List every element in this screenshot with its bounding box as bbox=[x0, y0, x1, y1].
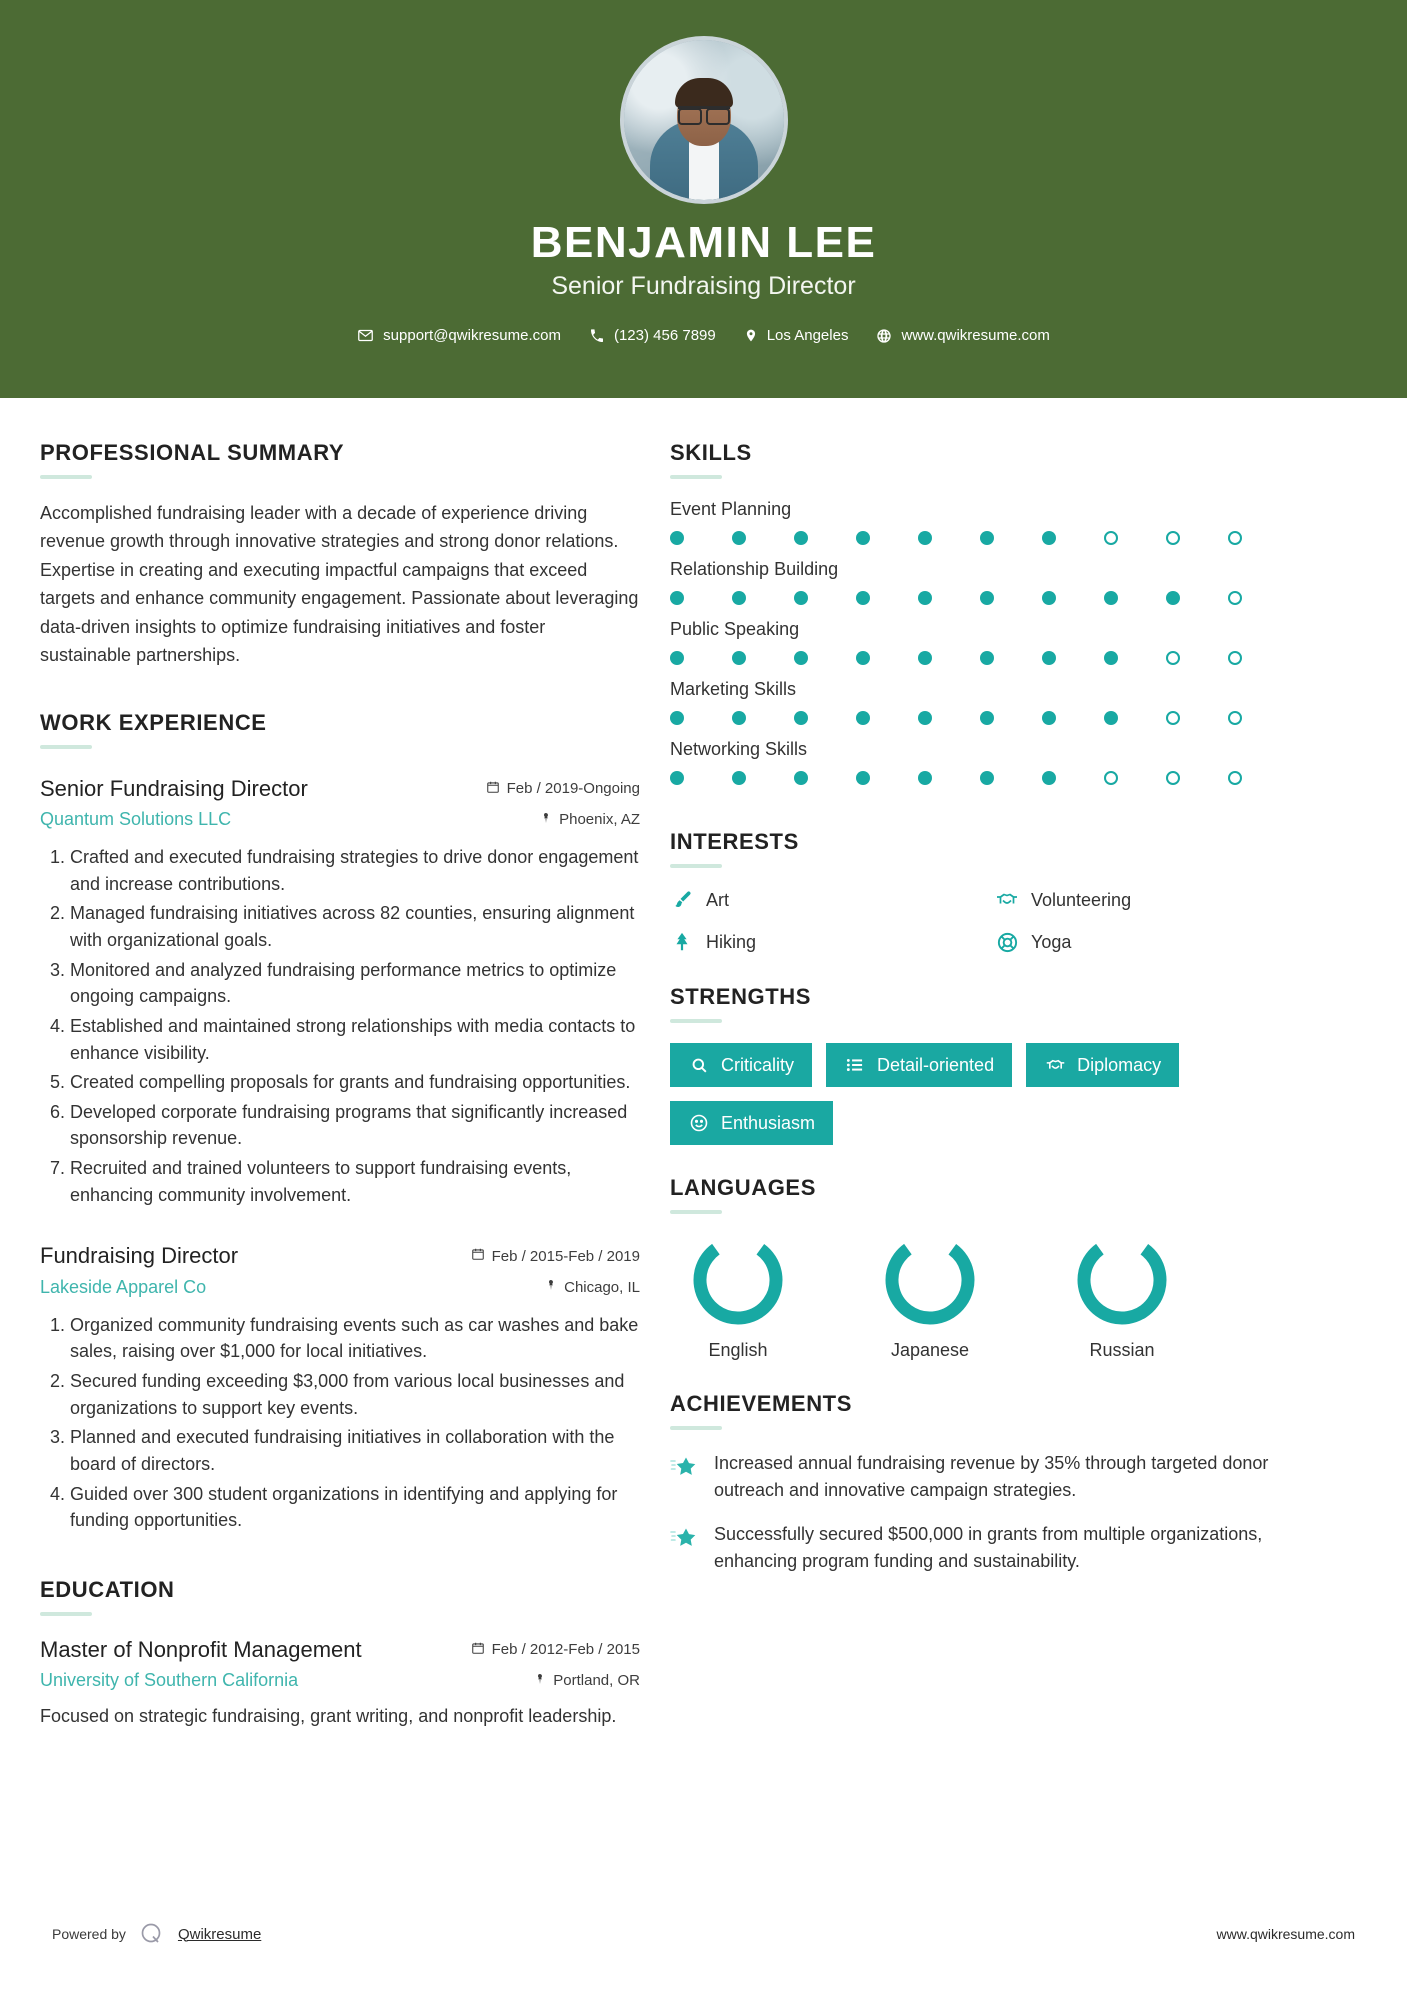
entry-date-text: Feb / 2019-Ongoing bbox=[506, 780, 640, 798]
section-heading-work: WORK EXPERIENCE bbox=[40, 709, 267, 735]
entry-header bbox=[40, 775, 640, 831]
strength-chip-criticality bbox=[670, 1043, 812, 1087]
rating-dot-filled bbox=[918, 531, 932, 545]
skill-label: Relationship Building bbox=[670, 559, 839, 579]
avatar bbox=[620, 36, 788, 204]
powered-by-label: Powered by bbox=[52, 1926, 126, 1942]
rating-dot-filled bbox=[856, 711, 870, 725]
rating-dot-empty bbox=[1166, 651, 1180, 665]
skill-label: Networking Skills bbox=[670, 739, 808, 759]
skill-row bbox=[670, 499, 1310, 545]
section-heading-interests: INTERESTS bbox=[670, 829, 799, 854]
rating-dot-filled bbox=[856, 591, 870, 605]
experience-entry bbox=[40, 1242, 640, 1534]
contact-website[interactable] bbox=[862, 327, 1063, 344]
entry-location bbox=[430, 1278, 640, 1296]
bullet-item: 3. Planned and executed fundraising initiatives in collaboration with the board of directors. bbox=[70, 1424, 640, 1477]
calendar-icon bbox=[471, 1641, 485, 1659]
contact-location-text: Los Angeles bbox=[766, 327, 849, 344]
entry-meta bbox=[430, 1242, 640, 1296]
contact-phone[interactable] bbox=[575, 327, 730, 344]
section-strengths bbox=[670, 984, 1310, 1145]
section-rule bbox=[670, 1019, 722, 1023]
bullet-item: 2. Managed fundraising initiatives across 82 counties, ensuring alignment with organizational goals. bbox=[70, 900, 640, 953]
bullet-item: 6. Developed corporate fundraising programs that significantly increased sponsorship revenue. bbox=[70, 1099, 640, 1152]
rating-dot-filled bbox=[980, 531, 994, 545]
section-rule bbox=[670, 475, 722, 479]
section-heading-languages: LANGUAGES bbox=[670, 1175, 816, 1200]
section-heading-strengths: STRENGTHS bbox=[670, 984, 812, 1009]
education-entry bbox=[40, 1636, 640, 1731]
entry-identity bbox=[40, 1636, 362, 1692]
entry-organization: Quantum Solutions LLC bbox=[40, 809, 232, 830]
section-rule bbox=[40, 745, 92, 749]
handshake-icon bbox=[995, 888, 1019, 912]
education-description: Focused on strategic fundraising, grant writing, and nonprofit leadership. bbox=[40, 1706, 617, 1727]
section-rule bbox=[670, 1426, 722, 1430]
rating-dot-filled bbox=[670, 771, 684, 785]
bullet-item: 1. Crafted and executed fundraising strategies to drive donor engagement and increase contributions. bbox=[70, 844, 640, 897]
experience-entry bbox=[40, 775, 640, 1209]
skill-rating bbox=[670, 651, 1310, 665]
spacer bbox=[40, 670, 640, 710]
bullet-item: 5. Created compelling proposals for grants and fundraising opportunities. bbox=[70, 1069, 640, 1096]
skill-row bbox=[670, 619, 1310, 665]
entry-header bbox=[40, 1242, 640, 1298]
lifebuoy-icon bbox=[995, 930, 1019, 954]
skill-rating bbox=[670, 711, 1310, 725]
interest-label: Art bbox=[706, 889, 730, 910]
star-icon bbox=[670, 1453, 698, 1481]
entry-location-text: Portland, OR bbox=[553, 1672, 640, 1690]
rating-dot-filled bbox=[732, 651, 746, 665]
rating-dot-filled bbox=[732, 531, 746, 545]
strength-chip-detail-oriented bbox=[826, 1043, 1012, 1087]
entry-title: Master of Nonprofit Management bbox=[40, 1636, 362, 1662]
map-pin-icon bbox=[545, 1278, 557, 1296]
strength-label: Diplomacy bbox=[1077, 1054, 1162, 1075]
language-label: Japanese bbox=[890, 1340, 970, 1360]
avatar-glasses bbox=[678, 106, 730, 120]
bullet-item: 2. Secured funding exceeding $3,000 from various local businesses and organizations to support key events. bbox=[70, 1368, 640, 1421]
rating-dot-filled bbox=[1166, 591, 1180, 605]
right-column bbox=[670, 440, 1310, 1730]
spacer bbox=[670, 799, 1310, 829]
entry-location bbox=[430, 1672, 640, 1690]
section-heading-education: EDUCATION bbox=[40, 1576, 175, 1602]
bullet-item: 3. Monitored and analyzed fundraising performance metrics to optimize ongoing campaigns. bbox=[70, 957, 640, 1010]
interest-label: Volunteering bbox=[1031, 889, 1132, 910]
rating-dot-filled bbox=[732, 711, 746, 725]
rating-dot-filled bbox=[1104, 651, 1118, 665]
rating-dot-filled bbox=[980, 711, 994, 725]
section-rule bbox=[40, 475, 92, 479]
spacer bbox=[670, 954, 1310, 984]
rating-dot-filled bbox=[1042, 711, 1056, 725]
interest-item-hiking bbox=[670, 930, 985, 954]
language-label: Russian bbox=[1089, 1340, 1155, 1360]
list-icon bbox=[844, 1054, 866, 1076]
bullet-item: 1. Organized community fundraising events such as car washes and bake sales, raising over $1,000 for local initiatives. bbox=[70, 1312, 640, 1365]
skill-row bbox=[670, 559, 1310, 605]
avatar-shirt bbox=[689, 136, 719, 204]
entry-date-text: Feb / 2012-Feb / 2015 bbox=[491, 1641, 640, 1659]
strength-chip-enthusiasm bbox=[670, 1101, 833, 1145]
entry-location-text: Chicago, IL bbox=[564, 1278, 640, 1296]
rating-dot-empty bbox=[1228, 651, 1242, 665]
rating-dot-empty bbox=[1166, 711, 1180, 725]
entry-organization: Lakeside Apparel Co bbox=[40, 1276, 207, 1297]
interest-item-art bbox=[670, 888, 985, 912]
strength-chip-diplomacy bbox=[1026, 1043, 1179, 1087]
location-pin-icon bbox=[744, 327, 758, 344]
spacer bbox=[670, 1361, 1310, 1391]
strength-label: Detail-oriented bbox=[877, 1054, 995, 1075]
interest-item-yoga bbox=[995, 930, 1310, 954]
language-item bbox=[1054, 1234, 1190, 1361]
summary-text: Accomplished fundraising leader with a decade of experience driving revenue growth through innovative strategies and strong donor relations. Expertise in creating and executing impactful campaigns that exceed targets and enhance community engagement. Passionate about leveraging data-driven insights to optimize fundraising initiatives and foster sustainable partnerships. bbox=[40, 503, 639, 666]
achievement-item bbox=[670, 1450, 1310, 1503]
language-progress-ring bbox=[1076, 1234, 1168, 1326]
rating-dot-filled bbox=[670, 711, 684, 725]
rating-dot-filled bbox=[794, 711, 808, 725]
rating-dot-empty bbox=[1104, 771, 1118, 785]
magnifier-icon bbox=[688, 1054, 710, 1076]
footer bbox=[0, 1878, 1407, 1990]
achievement-text: Increased annual fundraising revenue by 35% through targeted donor outreach and innovative campaign strategies. bbox=[714, 1453, 1269, 1500]
qwikresume-logo-icon bbox=[139, 1921, 165, 1947]
rating-dot-filled bbox=[980, 771, 994, 785]
interest-item-volunteering bbox=[995, 888, 1310, 912]
contact-bar bbox=[343, 327, 1064, 344]
rating-dot-filled bbox=[732, 591, 746, 605]
interest-label: Yoga bbox=[1031, 931, 1072, 952]
rating-dot-filled bbox=[1042, 651, 1056, 665]
section-heading-summary: PROFESSIONAL SUMMARY bbox=[40, 440, 345, 465]
rating-dot-filled bbox=[918, 771, 932, 785]
job-title: Senior Fundraising Director bbox=[551, 272, 856, 300]
star-icon bbox=[670, 1524, 698, 1552]
language-item bbox=[862, 1234, 998, 1361]
rating-dot-empty bbox=[1228, 771, 1242, 785]
rating-dot-filled bbox=[918, 591, 932, 605]
section-interests bbox=[670, 829, 1310, 954]
section-heading-skills: SKILLS bbox=[670, 440, 752, 465]
skill-row bbox=[670, 679, 1310, 725]
rating-dot-empty bbox=[1166, 531, 1180, 545]
entry-location bbox=[430, 811, 640, 829]
section-languages bbox=[670, 1175, 1310, 1361]
rating-dot-filled bbox=[670, 591, 684, 605]
rating-dot-filled bbox=[794, 651, 808, 665]
rating-dot-filled bbox=[1042, 531, 1056, 545]
entry-location-text: Phoenix, AZ bbox=[559, 811, 640, 829]
calendar-icon bbox=[486, 780, 500, 798]
section-work-experience bbox=[40, 710, 640, 1534]
rating-dot-filled bbox=[794, 591, 808, 605]
skill-label: Marketing Skills bbox=[670, 679, 797, 699]
envelope-icon bbox=[357, 327, 374, 344]
rating-dot-filled bbox=[794, 531, 808, 545]
entry-date bbox=[430, 780, 640, 798]
rating-dot-empty bbox=[1228, 591, 1242, 605]
map-pin-icon bbox=[534, 1672, 546, 1690]
paintbrush-icon bbox=[670, 888, 694, 912]
handshake-icon bbox=[1044, 1054, 1066, 1076]
rating-dot-filled bbox=[918, 651, 932, 665]
entry-bullets bbox=[40, 1312, 640, 1534]
achievement-text: Successfully secured $500,000 in grants from multiple organizations, enhancing program funding and sustainability. bbox=[714, 1524, 1263, 1571]
resume-header bbox=[0, 0, 1407, 398]
left-column bbox=[40, 440, 640, 1730]
language-label: English bbox=[708, 1340, 768, 1360]
skill-rating bbox=[670, 771, 1310, 785]
spacer bbox=[670, 1145, 1310, 1175]
achievement-item bbox=[670, 1521, 1310, 1574]
section-education bbox=[40, 1577, 640, 1731]
entry-title: Senior Fundraising Director bbox=[40, 775, 308, 801]
entry-meta bbox=[430, 775, 640, 829]
section-heading-achievements: ACHIEVEMENTS bbox=[670, 1391, 852, 1416]
contact-location[interactable] bbox=[730, 327, 863, 344]
rating-dot-filled bbox=[670, 531, 684, 545]
skill-row bbox=[670, 739, 1310, 785]
entry-date bbox=[430, 1641, 640, 1659]
brand-link[interactable]: Qwikresume bbox=[177, 1925, 262, 1943]
rating-dot-empty bbox=[1228, 711, 1242, 725]
strength-label: Criticality bbox=[721, 1054, 795, 1075]
globe-icon bbox=[876, 328, 892, 344]
rating-dot-filled bbox=[1104, 711, 1118, 725]
rating-dot-filled bbox=[794, 771, 808, 785]
rating-dot-filled bbox=[856, 771, 870, 785]
rating-dot-filled bbox=[918, 711, 932, 725]
section-rule bbox=[670, 1210, 722, 1214]
rating-dot-filled bbox=[856, 651, 870, 665]
entry-meta bbox=[430, 1636, 640, 1690]
map-pin-icon bbox=[540, 811, 552, 829]
languages-list bbox=[670, 1234, 1310, 1361]
language-progress-ring bbox=[692, 1234, 784, 1326]
tree-icon bbox=[670, 930, 694, 954]
entry-date bbox=[430, 1247, 640, 1265]
interest-label: Hiking bbox=[706, 931, 757, 952]
contact-email[interactable] bbox=[343, 327, 575, 344]
rating-dot-filled bbox=[1042, 591, 1056, 605]
section-professional-summary bbox=[40, 440, 640, 670]
skills-list bbox=[670, 499, 1310, 785]
interests-grid bbox=[670, 888, 1310, 954]
rating-dot-filled bbox=[732, 771, 746, 785]
skill-label: Public Speaking bbox=[670, 619, 800, 639]
strengths-chip-list bbox=[670, 1043, 1310, 1145]
rating-dot-empty bbox=[1228, 531, 1242, 545]
page-title: BENJAMIN LEE bbox=[530, 218, 877, 267]
entry-bullets bbox=[40, 844, 640, 1208]
resume-body bbox=[0, 398, 1407, 1730]
rating-dot-empty bbox=[1104, 531, 1118, 545]
contact-email-text: support@qwikresume.com bbox=[383, 327, 561, 344]
contact-phone-text: (123) 456 7899 bbox=[613, 327, 716, 344]
rating-dot-empty bbox=[1166, 771, 1180, 785]
skill-rating bbox=[670, 591, 1310, 605]
bullet-item: 4. Established and maintained strong relationships with media contacts to enhance visibility. bbox=[70, 1013, 640, 1066]
rating-dot-filled bbox=[670, 651, 684, 665]
phone-icon bbox=[589, 328, 605, 344]
rating-dot-filled bbox=[980, 591, 994, 605]
rating-dot-filled bbox=[1042, 771, 1056, 785]
entry-identity bbox=[40, 1242, 238, 1298]
footer-branding bbox=[52, 1921, 261, 1947]
section-rule bbox=[40, 1612, 92, 1616]
entry-header bbox=[40, 1636, 640, 1692]
language-item bbox=[670, 1234, 806, 1361]
bullet-item: 4. Guided over 300 student organizations in identifying and applying for funding opportunities. bbox=[70, 1481, 640, 1534]
bullet-item: 7. Recruited and trained volunteers to support fundraising events, enhancing community involvement. bbox=[70, 1155, 640, 1208]
entry-title: Fundraising Director bbox=[40, 1243, 239, 1269]
entry-organization: University of Southern California bbox=[40, 1670, 299, 1691]
calendar-icon bbox=[471, 1247, 485, 1265]
entry-date-text: Feb / 2015-Feb / 2019 bbox=[491, 1247, 640, 1265]
entry-identity bbox=[40, 775, 308, 831]
rating-dot-filled bbox=[1104, 591, 1118, 605]
footer-website[interactable]: www.qwikresume.com bbox=[1216, 1926, 1355, 1942]
language-progress-ring bbox=[884, 1234, 976, 1326]
smiley-icon bbox=[688, 1112, 710, 1134]
spacer bbox=[40, 1537, 640, 1577]
skill-label: Event Planning bbox=[670, 499, 792, 519]
section-rule bbox=[670, 864, 722, 868]
rating-dot-filled bbox=[856, 531, 870, 545]
section-achievements bbox=[670, 1391, 1310, 1575]
skill-rating bbox=[670, 531, 1310, 545]
section-skills bbox=[670, 440, 1310, 785]
contact-website-text: www.qwikresume.com bbox=[901, 327, 1050, 344]
strength-label: Enthusiasm bbox=[721, 1112, 816, 1133]
rating-dot-filled bbox=[980, 651, 994, 665]
